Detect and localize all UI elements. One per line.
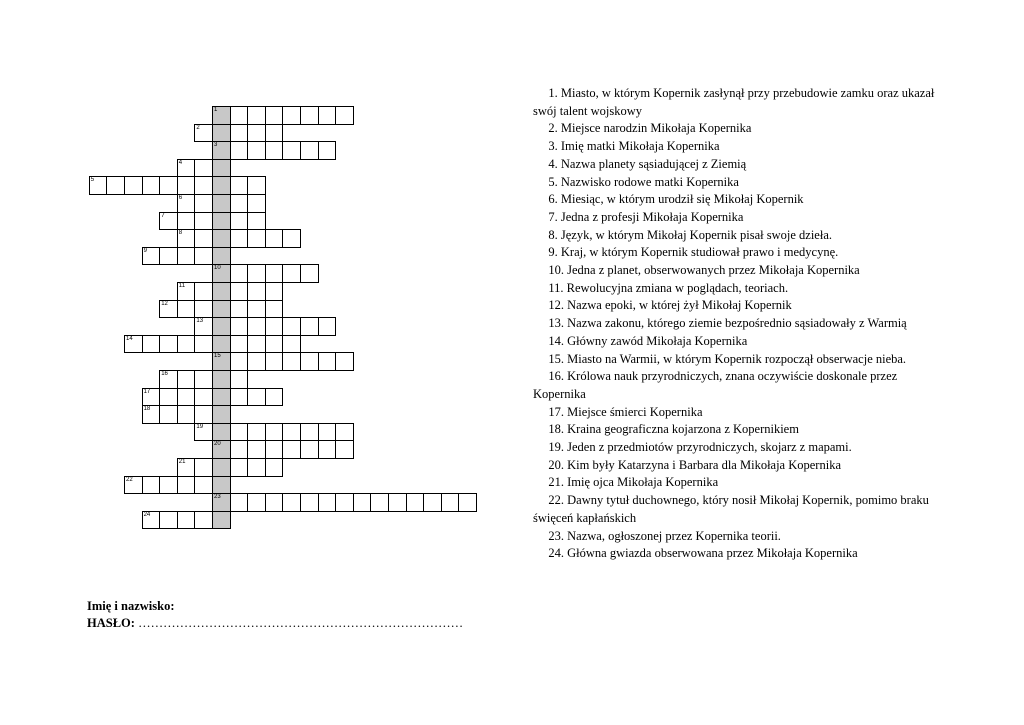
- grid-cell[interactable]: [159, 300, 178, 319]
- clue-item: 5. Nazwisko rodowe matki Kopernika: [539, 174, 739, 189]
- grid-cell[interactable]: [282, 352, 301, 371]
- grid-cell[interactable]: [230, 124, 249, 143]
- key-cell[interactable]: [212, 405, 231, 424]
- key-cell[interactable]: [212, 176, 231, 195]
- clue-number: 3: [214, 142, 218, 149]
- key-cell[interactable]: [212, 423, 231, 442]
- grid-cell[interactable]: [177, 511, 196, 530]
- grid-cell[interactable]: [388, 493, 407, 512]
- grid-cell[interactable]: [124, 476, 143, 495]
- key-cell[interactable]: [212, 247, 231, 266]
- grid-cell[interactable]: [230, 493, 249, 512]
- grid-cell[interactable]: [370, 493, 389, 512]
- grid-cell[interactable]: [159, 405, 178, 424]
- grid-cell[interactable]: [230, 229, 249, 248]
- grid-cell[interactable]: [265, 493, 284, 512]
- clue-item: 23. Nazwa, ogłoszonej przez Kopernika teorii.: [539, 528, 781, 543]
- grid-cell[interactable]: [177, 388, 196, 407]
- grid-cell[interactable]: [194, 476, 213, 495]
- grid-cell[interactable]: [247, 458, 266, 477]
- grid-cell[interactable]: [230, 370, 249, 389]
- clue-item: 15. Miasto na Warmii, w którym Kopernik rozpoczął obserwacje nieba.: [539, 351, 907, 366]
- grid-cell[interactable]: [318, 440, 337, 459]
- clue-item: 6. Miesiąc, w którym urodził się Mikołaj Kopernik: [539, 192, 804, 207]
- clue-item: 11. Rewolucyjna zmiana w poglądach, teoriach.: [539, 280, 789, 295]
- grid-cell[interactable]: [335, 106, 354, 125]
- grid-cell[interactable]: [194, 300, 213, 319]
- grid-cell[interactable]: [177, 159, 196, 178]
- grid-cell[interactable]: [265, 458, 284, 477]
- grid-cell[interactable]: [230, 440, 249, 459]
- clue-number: 17: [143, 388, 151, 395]
- grid-cell[interactable]: [318, 352, 337, 371]
- grid-cell[interactable]: [124, 335, 143, 354]
- grid-cell[interactable]: [300, 423, 319, 442]
- grid-cell[interactable]: [159, 176, 178, 195]
- grid-cell[interactable]: [194, 159, 213, 178]
- grid-cell[interactable]: [177, 300, 196, 319]
- grid-cell[interactable]: [282, 264, 301, 283]
- clue-item: 3. Imię matki Mikołaja Kopernika: [539, 139, 720, 154]
- clue-item: 9. Kraj, w którym Kopernik studiował prawo i medycynę.: [539, 245, 839, 260]
- grid-cell[interactable]: [247, 229, 266, 248]
- grid-cell[interactable]: [177, 370, 196, 389]
- grid-cell[interactable]: [159, 335, 178, 354]
- key-cell[interactable]: [212, 282, 231, 301]
- key-cell[interactable]: [212, 493, 231, 512]
- grid-cell[interactable]: [282, 335, 301, 354]
- grid-cell[interactable]: [194, 317, 213, 336]
- password-answer-line[interactable]: ……………………………………………………………………: [138, 616, 464, 630]
- key-cell[interactable]: [212, 476, 231, 495]
- grid-cell[interactable]: [300, 264, 319, 283]
- grid-cell[interactable]: [142, 388, 161, 407]
- clue-item: 7. Jedna z profesji Mikołaja Kopernika: [539, 209, 744, 224]
- grid-cell[interactable]: [300, 352, 319, 371]
- clue-number: 8: [178, 230, 183, 237]
- clue-number: 18: [143, 406, 151, 413]
- key-cell[interactable]: [212, 106, 231, 125]
- grid-cell[interactable]: [265, 388, 284, 407]
- grid-cell[interactable]: [230, 423, 249, 442]
- grid-cell[interactable]: [265, 352, 284, 371]
- key-cell[interactable]: [212, 388, 231, 407]
- clue-number: 13: [196, 318, 204, 325]
- grid-cell[interactable]: [194, 335, 213, 354]
- clue-item: 8. Język, w którym Mikołaj Kopernik pisał swoje dzieła.: [539, 227, 832, 242]
- grid-cell[interactable]: [159, 388, 178, 407]
- grid-cell[interactable]: [142, 511, 161, 530]
- clue-number: 7: [161, 212, 165, 219]
- grid-cell[interactable]: [194, 458, 213, 477]
- clue-number: 16: [161, 371, 168, 377]
- clue-item: 18. Kraina geograficzna kojarzona z Kopernikiem: [539, 422, 799, 437]
- key-cell[interactable]: [212, 352, 231, 371]
- grid-cell[interactable]: [89, 176, 108, 195]
- grid-cell[interactable]: [194, 212, 213, 231]
- grid-cell[interactable]: [300, 440, 319, 459]
- grid-cell[interactable]: [247, 194, 266, 213]
- clue-number: 23: [214, 494, 221, 501]
- clue-number: 20: [214, 441, 221, 448]
- grid-cell[interactable]: [230, 282, 249, 301]
- grid-cell[interactable]: [441, 493, 460, 512]
- clue-number: 5: [90, 177, 95, 184]
- clue-item: 13. Nazwa zakonu, którego ziemie bezpośrednio sąsiadowały z Warmią: [539, 316, 907, 331]
- grid-cell[interactable]: [159, 511, 178, 530]
- grid-cell[interactable]: [159, 370, 178, 389]
- grid-cell[interactable]: [265, 124, 284, 143]
- grid-cell[interactable]: [247, 282, 266, 301]
- key-cell[interactable]: [212, 511, 231, 530]
- grid-cell[interactable]: [230, 458, 249, 477]
- clue-number: 15: [214, 353, 221, 360]
- grid-cell[interactable]: [142, 405, 161, 424]
- grid-cell[interactable]: [265, 264, 284, 283]
- grid-cell[interactable]: [106, 176, 125, 195]
- clue-number: 11: [178, 283, 186, 289]
- key-cell[interactable]: [212, 229, 231, 248]
- grid-cell[interactable]: [142, 247, 161, 266]
- clue-number: 14: [126, 335, 133, 342]
- grid-cell[interactable]: [300, 141, 319, 160]
- clue-item: 21. Imię ojca Mikołaja Kopernika: [539, 475, 719, 490]
- grid-cell[interactable]: [142, 335, 161, 354]
- grid-cell[interactable]: [177, 282, 196, 301]
- grid-cell[interactable]: [142, 176, 161, 195]
- grid-cell[interactable]: [265, 106, 284, 125]
- clue-item: 12. Nazwa epoki, w której żył Mikołaj Kopernik: [539, 298, 792, 313]
- grid-cell[interactable]: [282, 317, 301, 336]
- clue-number: 10: [214, 265, 221, 272]
- grid-cell[interactable]: [318, 317, 337, 336]
- clue-item: 16. Królowa nauk przyrodniczych, znana oczywiście doskonale przez Kopernika: [533, 369, 898, 401]
- grid-cell[interactable]: [265, 141, 284, 160]
- grid-cell[interactable]: [247, 106, 266, 125]
- name-label: Imię i nazwisko:: [87, 599, 175, 613]
- clue-number: 2: [196, 124, 200, 131]
- key-cell[interactable]: [212, 440, 231, 459]
- grid-cell[interactable]: [353, 493, 372, 512]
- clue-number: 9: [143, 247, 147, 254]
- grid-cell[interactable]: [247, 388, 266, 407]
- grid-cell[interactable]: [194, 370, 213, 389]
- grid-cell[interactable]: [230, 264, 249, 283]
- grid-cell[interactable]: [177, 405, 196, 424]
- clue-item: 10. Jedna z planet, obserwowanych przez Mikołaja Kopernika: [539, 263, 860, 278]
- grid-cell[interactable]: [177, 194, 196, 213]
- key-cell[interactable]: [212, 194, 231, 213]
- grid-cell[interactable]: [300, 106, 319, 125]
- grid-cell[interactable]: [247, 212, 266, 231]
- grid-cell[interactable]: [194, 124, 213, 143]
- clue-number: 1: [214, 107, 218, 113]
- key-cell[interactable]: [212, 212, 231, 231]
- clues-list: [533, 85, 938, 563]
- clue-number: 24: [143, 511, 151, 518]
- clue-number: 22: [126, 476, 133, 483]
- grid-cell[interactable]: [247, 423, 266, 442]
- grid-cell[interactable]: [265, 317, 284, 336]
- grid-cell[interactable]: [265, 440, 284, 459]
- clue-item: 1. Miasto, w którym Kopernik zasłynął przy przebudowie zamku oraz ukazał swój talent wojskowy: [533, 86, 935, 118]
- grid-cell[interactable]: [247, 141, 266, 160]
- grid-cell[interactable]: [230, 317, 249, 336]
- grid-cell[interactable]: [194, 247, 213, 266]
- grid-cell[interactable]: [124, 176, 143, 195]
- grid-cell[interactable]: [194, 405, 213, 424]
- grid-cell[interactable]: [406, 493, 425, 512]
- clue-item: 14. Główny zawód Mikołaja Kopernika: [539, 333, 748, 348]
- clue-number: 4: [178, 159, 183, 166]
- grid-cell[interactable]: [194, 229, 213, 248]
- answer-footer: [87, 598, 463, 632]
- grid-cell[interactable]: [318, 141, 337, 160]
- grid-cell[interactable]: [247, 493, 266, 512]
- key-cell[interactable]: [212, 124, 231, 143]
- key-cell[interactable]: [212, 458, 231, 477]
- grid-cell[interactable]: [194, 388, 213, 407]
- grid-cell[interactable]: [230, 352, 249, 371]
- grid-cell[interactable]: [247, 300, 266, 319]
- clue-item: 17. Miejsce śmierci Kopernika: [539, 404, 703, 419]
- clue-item: 22. Dawny tytuł duchownego, który nosił Mikołaj Kopernik, pomimo braku święceń kapłańskich: [533, 493, 929, 525]
- grid-cell[interactable]: [177, 176, 196, 195]
- key-cell[interactable]: [212, 370, 231, 389]
- grid-cell[interactable]: [177, 247, 196, 266]
- grid-cell[interactable]: [458, 493, 477, 512]
- clue-number: 21: [178, 459, 186, 465]
- clue-item: 4. Nazwa planety sąsiadującej z Ziemią: [539, 156, 747, 171]
- grid-cell[interactable]: [282, 440, 301, 459]
- grid-cell[interactable]: [177, 229, 196, 248]
- key-cell[interactable]: [212, 264, 231, 283]
- grid-cell[interactable]: [230, 106, 249, 125]
- grid-cell[interactable]: [335, 440, 354, 459]
- grid-cell[interactable]: [300, 317, 319, 336]
- grid-cell[interactable]: [265, 423, 284, 442]
- grid-cell[interactable]: [177, 476, 196, 495]
- grid-cell[interactable]: [335, 352, 354, 371]
- grid-cell[interactable]: [282, 423, 301, 442]
- grid-cell[interactable]: [247, 317, 266, 336]
- key-cell[interactable]: [212, 300, 231, 319]
- grid-cell[interactable]: [282, 229, 301, 248]
- grid-cell[interactable]: [230, 212, 249, 231]
- grid-cell[interactable]: [247, 124, 266, 143]
- grid-cell[interactable]: [177, 335, 196, 354]
- clue-number: 19: [196, 423, 204, 430]
- key-cell[interactable]: [212, 141, 231, 160]
- clue-number: 12: [161, 300, 168, 307]
- grid-cell[interactable]: [335, 423, 354, 442]
- grid-cell[interactable]: [194, 194, 213, 213]
- grid-cell[interactable]: [159, 476, 178, 495]
- grid-cell[interactable]: [282, 141, 301, 160]
- grid-cell[interactable]: [230, 194, 249, 213]
- grid-cell[interactable]: [194, 176, 213, 195]
- clue-item: 2. Miejsce narodzin Mikołaja Kopernika: [539, 121, 752, 136]
- grid-cell[interactable]: [230, 141, 249, 160]
- grid-cell[interactable]: [300, 493, 319, 512]
- grid-cell[interactable]: [230, 176, 249, 195]
- grid-cell[interactable]: [194, 423, 213, 442]
- grid-cell[interactable]: [177, 212, 196, 231]
- grid-cell[interactable]: [282, 493, 301, 512]
- grid-cell[interactable]: [177, 458, 196, 477]
- clue-item: 19. Jeden z przedmiotów przyrodniczych, skojarz z mapami.: [539, 440, 852, 455]
- grid-cell[interactable]: [159, 247, 178, 266]
- key-cell[interactable]: [212, 317, 231, 336]
- key-cell[interactable]: [212, 159, 231, 178]
- clue-item: 24. Główna gwiazda obserwowana przez Mikołaja Kopernika: [539, 546, 858, 561]
- password-label: HASŁO:: [87, 616, 135, 630]
- grid-cell[interactable]: [230, 388, 249, 407]
- clue-number: 6: [178, 195, 183, 201]
- grid-cell[interactable]: [194, 511, 213, 530]
- grid-cell[interactable]: [230, 335, 249, 354]
- grid-cell[interactable]: [194, 282, 213, 301]
- grid-cell[interactable]: [265, 300, 284, 319]
- grid-cell[interactable]: [142, 476, 161, 495]
- grid-cell[interactable]: [247, 335, 266, 354]
- grid-cell[interactable]: [159, 212, 178, 231]
- grid-cell[interactable]: [247, 176, 266, 195]
- clue-item: 20. Kim były Katarzyna i Barbara dla Mikołaja Kopernika: [539, 457, 841, 472]
- grid-cell[interactable]: [265, 229, 284, 248]
- key-cell[interactable]: [212, 335, 231, 354]
- grid-cell[interactable]: [247, 440, 266, 459]
- grid-cell[interactable]: [265, 335, 284, 354]
- grid-cell[interactable]: [282, 106, 301, 125]
- grid-cell[interactable]: [230, 300, 249, 319]
- grid-cell[interactable]: [318, 106, 337, 125]
- grid-cell[interactable]: [247, 352, 266, 371]
- grid-cell[interactable]: [318, 493, 337, 512]
- grid-cell[interactable]: [265, 282, 284, 301]
- grid-cell[interactable]: [335, 493, 354, 512]
- grid-cell[interactable]: [423, 493, 442, 512]
- grid-cell[interactable]: [247, 264, 266, 283]
- grid-cell[interactable]: [318, 423, 337, 442]
